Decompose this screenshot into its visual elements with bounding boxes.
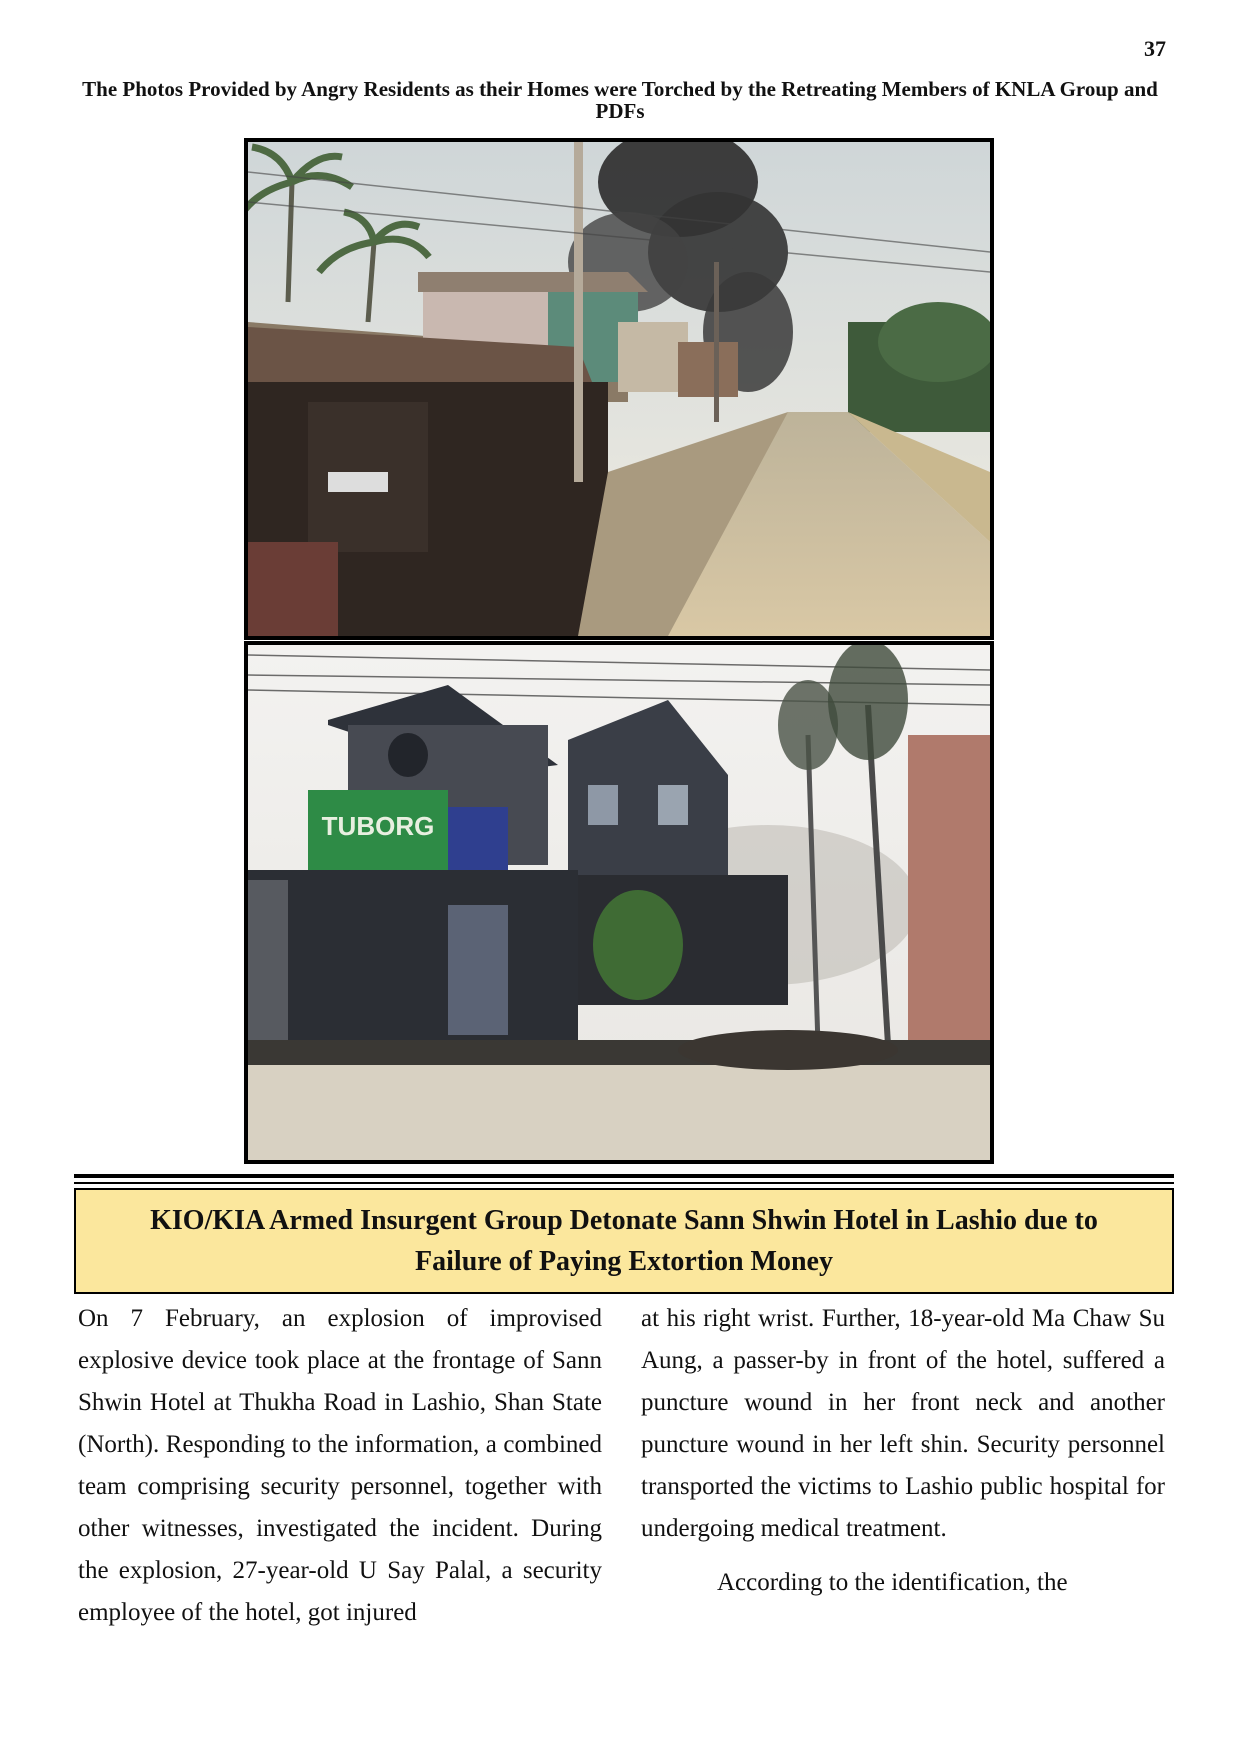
article-paragraph: On 7 February, an explosion of improvised explosive device took place at the frontage of Sann Shwin Hotel at Thukha Road in Lashio, Shan State (North). Responding to the information, a combined team comprising security personnel, together with other witnesses, investigated the incident. During the explosion, 27-year-old U Say Palal, a security employee of the hotel, got injured bbox=[78, 1305, 602, 1626]
divider-thin bbox=[74, 1182, 1174, 1184]
article-paragraph: at his right wrist. Further, 18-year-old Ma Chaw Su Aung, a passer-by in front of the hotel, suffered a puncture wound in her front neck and another puncture wound in her left shin. Security personnel transported the victims to Lashio public hospital for undergoing medical treatment. bbox=[641, 1305, 1165, 1542]
article-paragraph: According to the identification, the bbox=[717, 1569, 1068, 1596]
page-number: 37 bbox=[1144, 36, 1166, 61]
burned-building-illustration bbox=[248, 645, 990, 1160]
tuborg-sign-text: TUBORG bbox=[321, 811, 435, 841]
article-headline: KIO/KIA Armed Insurgent Group Detonate Sann Shwin Hotel in Lashio due to Failure of Paying Extortion Money bbox=[150, 1205, 1098, 1277]
headline-box bbox=[74, 1188, 1174, 1294]
street-smoke-photo bbox=[244, 138, 994, 640]
article-column-right bbox=[641, 1298, 1165, 1604]
street-smoke-illustration bbox=[248, 142, 990, 636]
photo-caption: The Photos Provided by Angry Residents as their Homes were Torched by the Retreating Members of KNLA Group and PDFs bbox=[82, 77, 1158, 123]
article-column-left bbox=[78, 1298, 602, 1634]
divider-thick bbox=[74, 1174, 1174, 1178]
burned-building-photo bbox=[244, 641, 994, 1164]
